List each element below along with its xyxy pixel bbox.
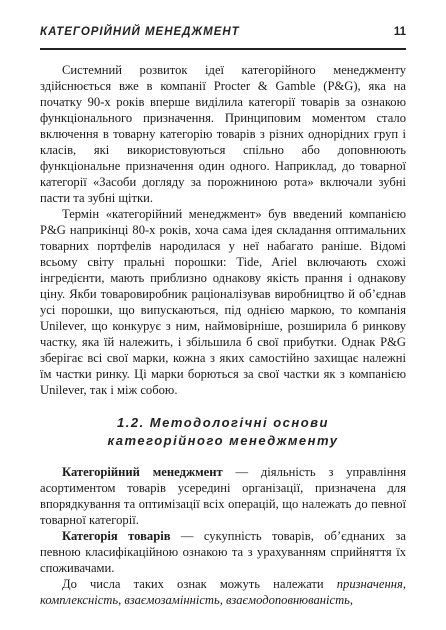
running-header-title: КАТЕГОРІЙНИЙ МЕНЕДЖМЕНТ [40, 26, 240, 38]
definition-text: — діяльність з управління асортиментом товарів усередині організації, призначена для впорядкування та оптимізації всіх операцій, що належать до певної товарної категорії. [40, 465, 406, 527]
section-heading-line-1: 1.2. Методологічні основи [117, 415, 329, 430]
page-body [40, 62, 406, 608]
defined-term: Категорійний менеджмент [62, 465, 223, 479]
italic-terms: призначення, комплексність, взаємозамінність, взаємодоповнюваність, [40, 577, 406, 607]
definition-paragraph-2 [40, 528, 406, 576]
paragraph-lead: До числа таких ознак можуть належати [62, 577, 337, 591]
header-rule [40, 48, 406, 50]
running-header [40, 24, 406, 46]
definition-text: — сукупність товарів, об’єднаних за певною класифікаційною ознакою та з урахуванням сприйняття їх споживачами. [40, 529, 406, 575]
page-number: 11 [393, 26, 406, 38]
paragraph-1: Системний розвиток ідеї категорійного менеджменту здійснюється вже в компанії Procter & Gamble (P&G), яка на початку 90-х років вперше виділила категорії товарів за ознакою функціонального призначення. Принциповим моментом стало включення в товарну категорію товарів з різних однорідних груп і класів, які використовуються спільно або доповнюють функціональне призначення один одного. Наприклад, до товарної категорії «Засоби догляду за порожниною рота» включали зубні пасти та зубні щітки. [40, 63, 406, 205]
definition-paragraph-1 [40, 464, 406, 528]
section-heading-line-2: категорійного менеджменту [107, 433, 339, 448]
paragraph-2: Термін «категорійний менеджмент» був введений компанією P&G наприкінці 80-х років, хоча сама ідея складання оптимальних товарних портфелів народилася у неї набагато раніше. Відомі всьому світу пральні порошки: Tide, Ariel включають схожі інгредієнти, мають приблизно однакову якість прання і однакову ціну. Якби товаровиробник раціоналізував виробництво й об’єднав усі порошки, що випускаються, під однією маркою, то компанія Unilever, що конкурує з ним, наймовірніше, розширила б ринкову частку, яка їй належить, і збільшила б свої прибутки. Однак P&G зберігає всі свої марки, кожна з яких самостійно захищає належні їм частки ринку. Ці марки борються за свої частки як з компанією Unilever, так і між собою. [40, 207, 406, 397]
defined-term: Категорія товарів [62, 529, 171, 543]
paragraph-3 [40, 576, 406, 608]
section-heading [40, 414, 406, 450]
